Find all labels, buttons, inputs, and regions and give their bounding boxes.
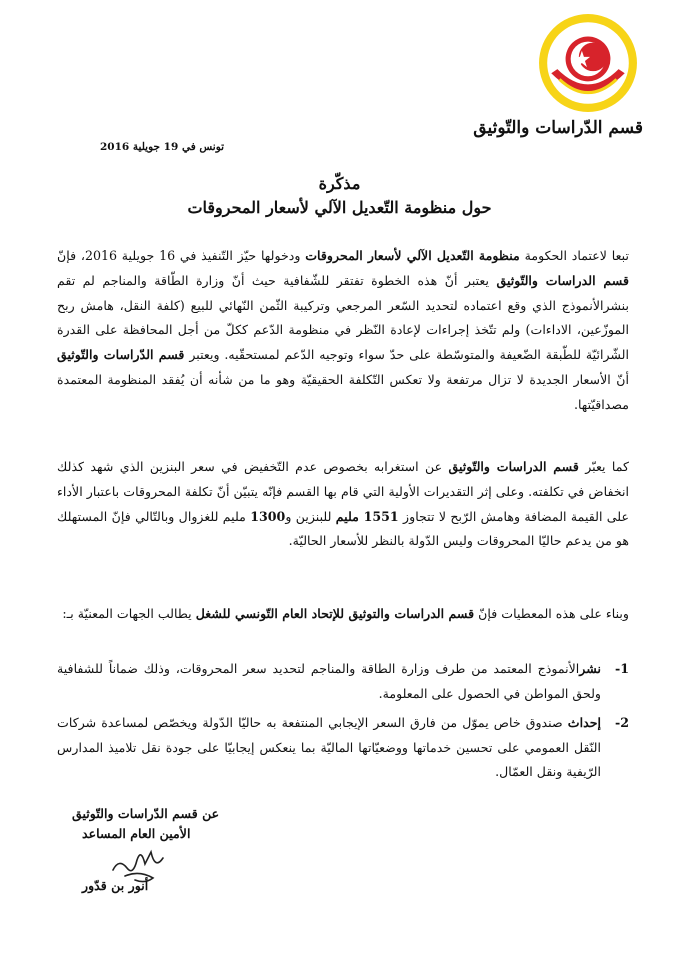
memo-heading: مذكّرة: [318, 174, 361, 193]
p3-text-1: وبناء على هذه المعطيات فإنّ: [474, 606, 629, 621]
p3-text-2: يطالب الجهات المعنيّة بـ:: [62, 606, 196, 621]
ugtt-logo-icon: [537, 12, 639, 114]
paragraph-1: [57, 244, 629, 418]
demand-number: 1-: [615, 661, 629, 676]
paragraph-2: [57, 455, 629, 554]
p2-bold-2: 1551 مليم: [335, 508, 399, 524]
signature-department: عن قسم الدّراسات والتّوثيق: [72, 806, 220, 821]
demand-body: الأنموذج المعتمد من طرف وزارة الطاقة والمناجم لتحديد سعر المحروقات، وذلك ضماناً للشفافية ولحق المواطن في الحصول على المعلومة.: [57, 661, 601, 701]
p3-bold-1: قسم الدراسات والتوثيق للإتحاد العام التّونسي للشغل: [195, 606, 475, 621]
p1-text-3: يعتبر أنّ هذه الخطوة تفتقر للشّفافية حيث أنّ وزارة الطّاقة والمناجم لم تقم بنشرالأنموذج الذي وقع اعتماده لتحديد السّعر المرجعي وتركيبة الثّمن النّهائي للبيع (كلفة النقل، هامش ربح الموزّعين، الاداءات) ولم تتّخذ إجراءات لإعادة النّظر في منظومة الدّعم ككلّ من أجل المحافظة على القدرة الشّرائيّة للطّبقة الضّعيفة والمتوسّطة على حدّ سواء وتوجيه الدّعم لمستحقّيه. ويعتبر: [57, 272, 629, 363]
p1-bold-1: منظومة التّعديل الآلي لأسعار المحروقات: [305, 248, 520, 263]
p2-bold-1: قسم الدراسات والتّوثيق: [448, 459, 579, 474]
demand-bold: نشر: [579, 661, 601, 676]
p2-bold-3: 1300: [250, 508, 286, 524]
p1-bold-2: قسم الدراسات والتّوثيق: [496, 272, 630, 288]
demand-text: [57, 657, 601, 706]
demand-body: صندوق خاص يموّل من فارق السعر الإيجابي المنتفعة به حاليّا الدّولة ويخصّص لمساعدة شركات النّقل العمومي على تحسين خدماتها ووضعيّاتها الماليّة بما ينعكس إيجابيّا على جودة نقل تلاميذ المدارس الرّيفية ونقل العمّال.: [57, 715, 601, 779]
demand-text: [57, 711, 601, 785]
demand-item-1: [57, 657, 629, 706]
p2-text-3: للبنزين و: [285, 508, 336, 524]
memo-subject: حول منظومة التّعديل الآلي لأسعار المحروقات: [187, 198, 492, 217]
p2-text-4: مليم للغزوال وبالتّالي فإنّ المستهلك هو من يدعم حاليّا المحروقات وليس الدّولة بالنظر للأسعار الحاليّة.: [57, 508, 629, 549]
p1-bold-3: قسم الدّراسات والتّوثيق: [57, 347, 185, 363]
p1-text-2: ودخولها حيّز التّنفيذ في 16 جويلية 2016، فإنّ: [57, 248, 306, 263]
p2-text-1: كما يعبّر: [578, 459, 629, 474]
demand-item-2: [57, 711, 629, 785]
dateline: تونس في 19 جويلية 2016: [100, 141, 225, 153]
demand-number: 2-: [615, 715, 629, 730]
demand-bold: إحداث: [567, 715, 601, 730]
p1-text-1: تبعا لاعتماد الحكومة: [519, 248, 629, 263]
department-name: قسم الدّراسات والتّوثيق: [473, 118, 643, 138]
p2-text-2: عن استغرابه بخصوص عدم التّخفيض في سعر البنزين الذي شهد كذلك انخفاض في تكلفته. وعلى إثر التقديرات الأولية التي قام بها القسم فإنّه يتبيّن أنّ تكلفة المحروقات باعتبار الأداء على القيمة المضافة وهامش الرّبح لا تتجاوز: [57, 459, 629, 524]
p1-text-4: أنّ الأسعار الجديدة لا تزال مرتفعة ولا تعكس التّكلفة الحقيقيّة وهو ما من شأنه أن يُفقد المنظومة المعتمدة مصداقيّتها.: [57, 371, 629, 412]
signature-title: الأمين العام المساعد: [82, 826, 191, 841]
signatory-name: أنور بن قدّور: [82, 878, 149, 893]
paragraph-3: [57, 602, 629, 627]
